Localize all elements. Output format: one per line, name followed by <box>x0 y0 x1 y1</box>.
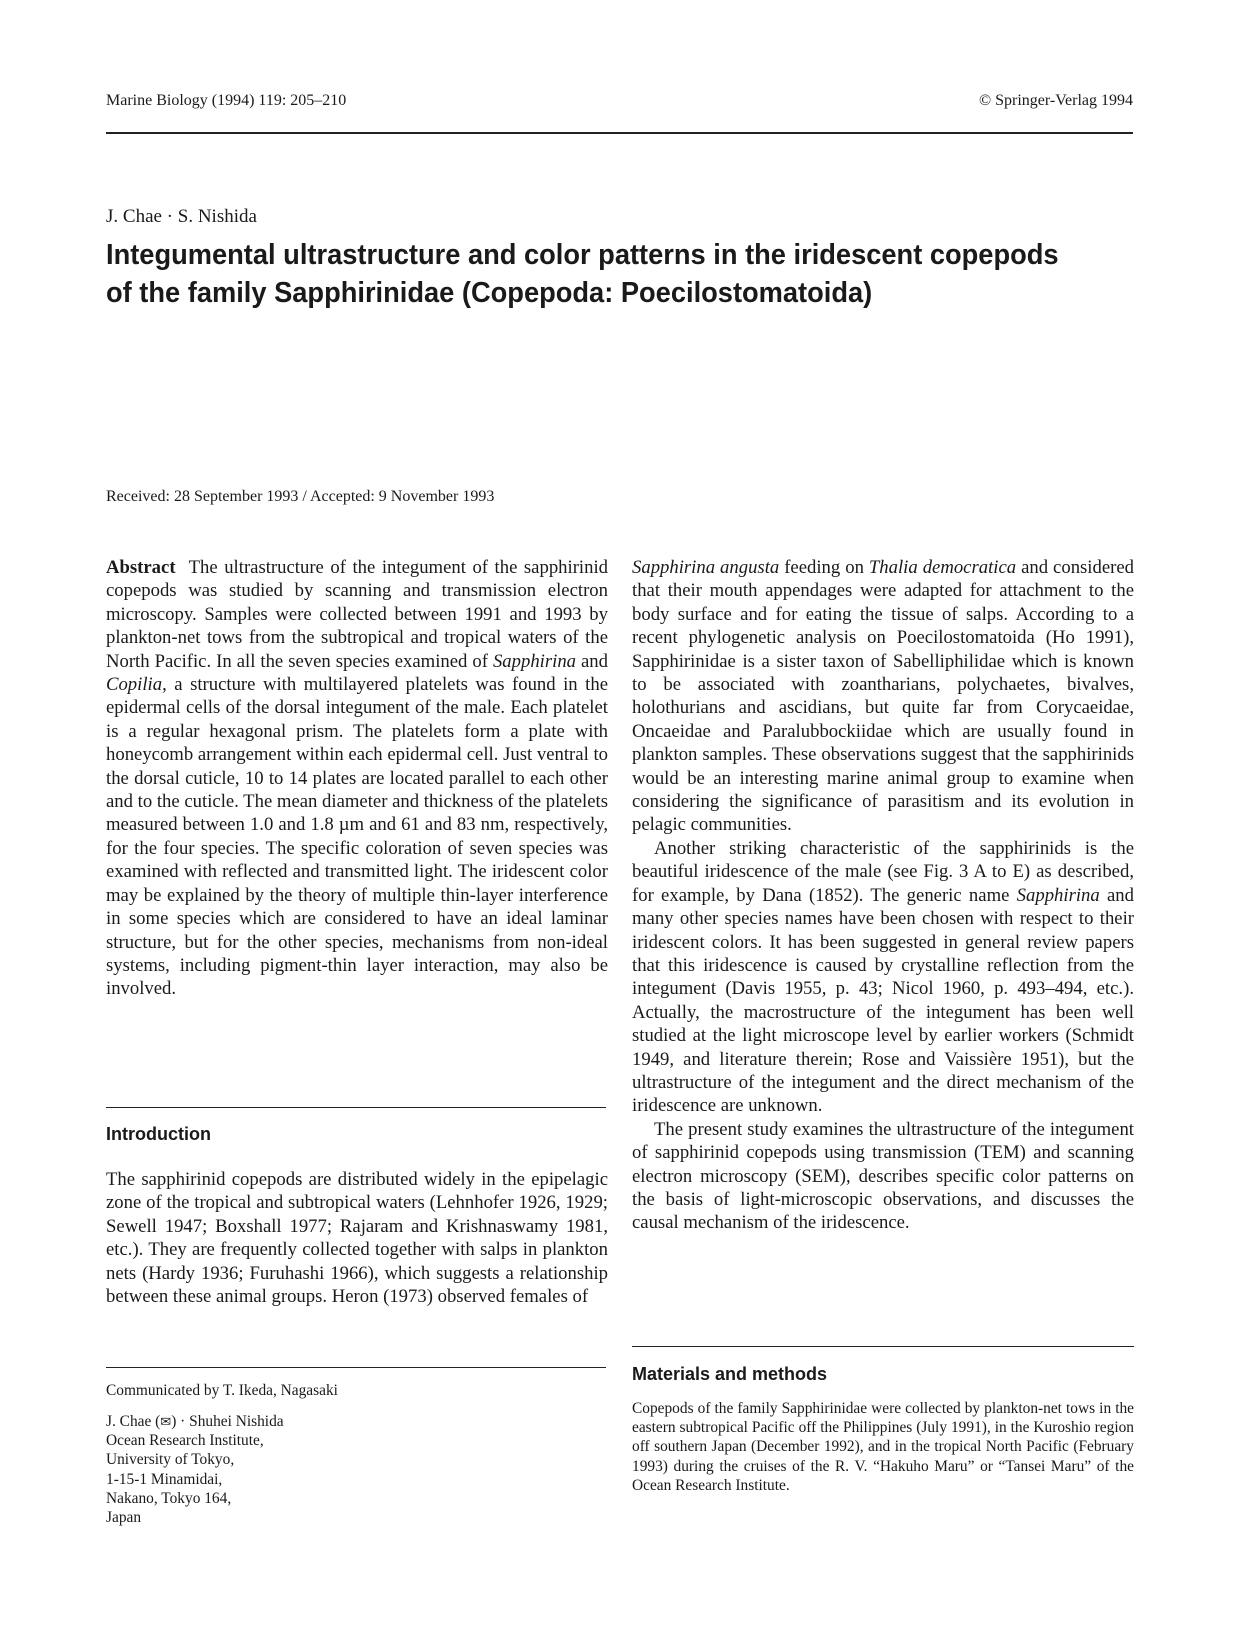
title-line-1: Integumental ultrastructure and color patterns in the iridescent copepods <box>106 239 1059 271</box>
abstract-label: Abstract <box>106 557 176 578</box>
genus-sapphirina: Sapphirina <box>1016 884 1100 906</box>
genus-copilia: Copilia <box>106 674 163 696</box>
address-line: Ocean Research Institute, <box>106 1432 264 1450</box>
intro-text: and considered that their mouth appendages were adapted for attachment to the body surface and for eating the tissue of salps. According to a recent phylogenetic analysis on Poecilostomatoida (Ho 1991), Sapphirinidae is a sister taxon of Sabelliphilidae which is known to be associated with zoantharians, polychaetes, bivalves, holothurians and ascidians, but quite far from Corycaeidae, Oncaeidae and Paralubbockiidae which are usually found in plankton samples. These observations suggest that the sapphirinids would be an interesting marine animal group to examine when considering the significance of parasitism and its evolution in pelagic communities. <box>632 557 1134 836</box>
address-line: Nakano, Tokyo 164, <box>106 1489 232 1507</box>
article-title <box>106 236 1104 312</box>
abstract-block <box>106 556 608 1001</box>
footnote-divider <box>106 1367 606 1368</box>
species-thalia-democratica: Thalia democratica <box>868 557 1017 578</box>
header-divider <box>106 132 1133 134</box>
received-dates: Received: 28 September 1993 / Accepted: 9 November 1993 <box>106 488 495 505</box>
address-line: University of Tokyo, <box>106 1451 235 1469</box>
title-line-2: of the family Sapphirinidae (Copepoda: Poecilostomatoida) <box>106 277 873 309</box>
section-divider <box>632 1346 1134 1347</box>
genus-sapphirina: Sapphirina <box>492 650 577 672</box>
introduction-paragraph-2 <box>632 837 1134 1118</box>
abstract-text-1: The ultrastructure of the integument of the sapphirinid copepods was studied by scanning and transmission electron microscopy. Samples were collected between 1991 and 1993 by plankton-net tows from the subtropical and tropical waters of the North Pacific. In all the seven species examined of <box>106 557 608 672</box>
intro-text: feeding on <box>779 557 869 578</box>
intro-text: and many other species names have been chosen with respect to their iridescent colors. It has been suggested in general review papers that this iridescence is caused by crystalline reflection from the integument (Davis 1955, p. 43; Nicol 1960, p. 493–494, etc.). Actually, the macrostructure of the integument has been well studied at the light microscope level by earlier workers (Schmidt 1949, and literature therein; Rose and Vaissière 1951), but the ultrastructure of the integument and the direct mechanism of the iridescence are unknown. <box>632 884 1134 1117</box>
envelope-icon: ✉ <box>160 1414 172 1429</box>
running-header-publisher: © Springer-Verlag 1994 <box>978 92 1133 109</box>
address-line: 1-15-1 Minamidai, <box>106 1470 223 1488</box>
intro-text: Another striking characteristic of the sapphirinids is the beautiful iridescence of the male (see Fig. 3 A to E) as described, for example, by Dana (1852). The generic name <box>632 837 1134 906</box>
introduction-paragraph-1a: The sapphirinid copepods are distributed widely in the epipelagic zone of the tropical and subtropical waters (Lehnhofer 1926, 1929; Sewell 1947; Boxshall 1977; Rajaram and Krishnaswamy 1981, etc.). They are frequently collected together with salps in plankton nets (Hardy 1936; Furuhashi 1966), which suggests a relationship between these animal groups. Heron (1973) observed females of <box>106 1169 608 1308</box>
address-line-name <box>106 1412 506 1431</box>
address-author-a: J. Chae ( <box>106 1413 161 1430</box>
methods-heading: Materials and methods <box>632 1364 828 1384</box>
introduction-paragraph-3: The present study examines the ultrastructure of the integument of sapphirinid copepods using transmission (TEM) and scanning electron microscopy (SEM), describes specific color patterns on the basis of light-microscopic observations, and discusses the causal mechanism of the iridescence. <box>632 1118 1134 1234</box>
introduction-paragraph-1b <box>632 556 1134 837</box>
author-list: J. Chae · S. Nishida <box>106 206 257 227</box>
introduction-column-right <box>632 556 1134 1235</box>
abstract-paragraph <box>106 556 608 1001</box>
introduction-column-left <box>106 1168 608 1308</box>
address-author-b: ) · Shuhei Nishida <box>171 1413 284 1430</box>
section-divider <box>106 1107 606 1108</box>
correspondence-address <box>106 1412 506 1527</box>
species-sapphirina-angusta: Sapphirina angusta <box>632 557 780 578</box>
address-line: Japan <box>106 1509 142 1527</box>
introduction-heading: Introduction <box>106 1124 211 1144</box>
methods-block <box>632 1399 1134 1495</box>
running-header-journal: Marine Biology (1994) 119: 205–210 <box>106 92 347 109</box>
abstract-text-2: , a structure with multilayered platelets was found in the epidermal cells of the dorsal integument of the male. Each platelet is a regular hexagonal prism. The platelets form a plate with honeycomb arrangement within each epidermal cell. Just ventral to the dorsal cuticle, 10 to 14 plates are located parallel to each other and to the cuticle. The mean diameter and thickness of the platelets measured between 1.0 and 1.8 µm and 61 and 83 nm, respectively, for the four species. The specific coloration of seven species was examined with reflected and transmitted light. The iridescent color may be explained by the theory of multiple thin-layer interference in some species which are considered to have an ideal laminar structure, but for the other species, mechanisms from non-ideal systems, including pigment-thin layer interaction, may also be involved. <box>106 674 608 1000</box>
methods-paragraph: Copepods of the family Sapphirinidae were collected by plankton-net tows in the eastern subtropical Pacific off the Philippines (July 1991), in the Kuroshio region off southern Japan (December 1992), and in the tropical North Pacific (February 1993) during the cruises of the R. V. “Hakuho Maru” or “Tansei Maru” of the Ocean Research Institute. <box>632 1400 1134 1494</box>
communicated-by: Communicated by T. Ikeda, Nagasaki <box>106 1382 338 1399</box>
abstract-conj: and <box>576 650 608 672</box>
